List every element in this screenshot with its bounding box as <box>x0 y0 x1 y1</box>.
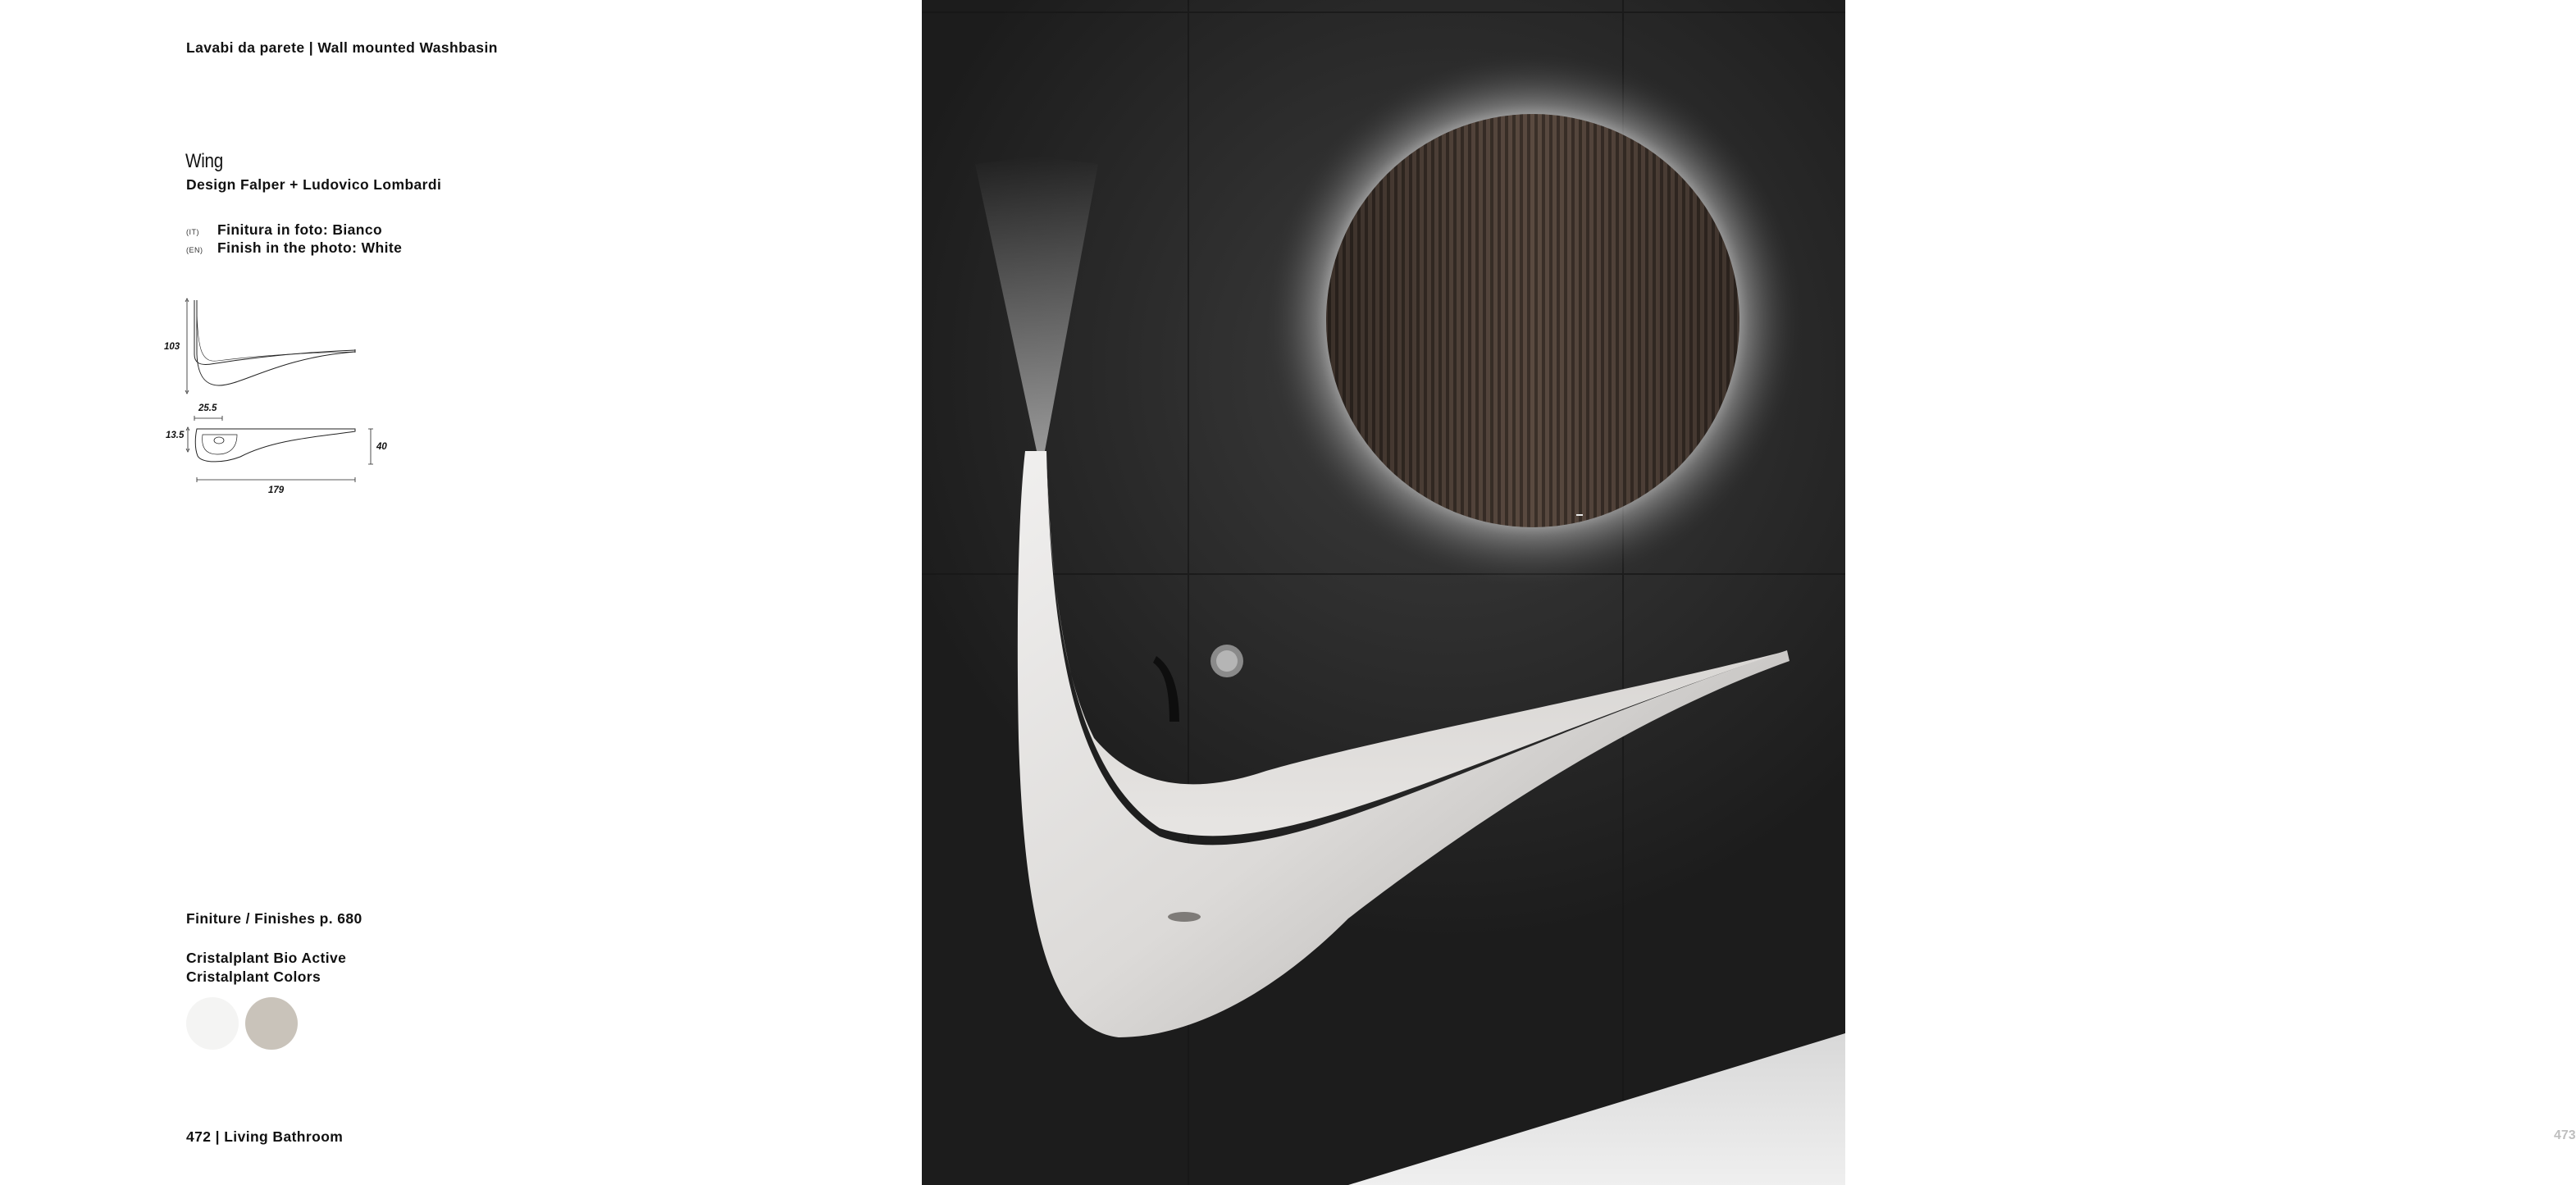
finish-text-it: Finitura in foto: Bianco <box>217 221 383 238</box>
finish-line-it <box>186 221 382 239</box>
finishes-reference: Finiture / Finishes p. 680 <box>186 910 362 927</box>
material-line-2: Cristalplant Colors <box>186 969 321 985</box>
dim-label-depth: 25.5 <box>198 403 217 413</box>
section-header: Lavabi da parete | Wall mounted Washbasin <box>186 39 498 56</box>
dim-label-height: 103 <box>164 342 180 352</box>
designer-credit: Design Falper + Ludovico Lombardi <box>186 176 442 193</box>
folio-right: 473 <box>2554 1128 2576 1142</box>
dim-label-rim: 40 <box>376 442 387 452</box>
swatch-sand-grey <box>245 997 298 1050</box>
dim-label-width: 179 <box>268 485 285 495</box>
right-page-photo <box>922 0 2576 1185</box>
finish-text-en: Finish in the photo: White <box>217 239 403 256</box>
finish-line-en <box>186 239 402 257</box>
lang-tag-it: (IT) <box>186 228 199 236</box>
washbasin-photo <box>922 0 1845 1185</box>
swatch-white <box>186 997 239 1050</box>
dim-label-side: 13.5 <box>166 431 185 440</box>
folio-left: 472 | Living Bathroom <box>186 1128 344 1145</box>
product-title: Wing <box>185 150 223 172</box>
left-page <box>0 0 922 1185</box>
lang-tag-en: (EN) <box>186 246 203 254</box>
technical-drawing <box>160 295 406 504</box>
material-line-1: Cristalplant Bio Active <box>186 950 347 966</box>
